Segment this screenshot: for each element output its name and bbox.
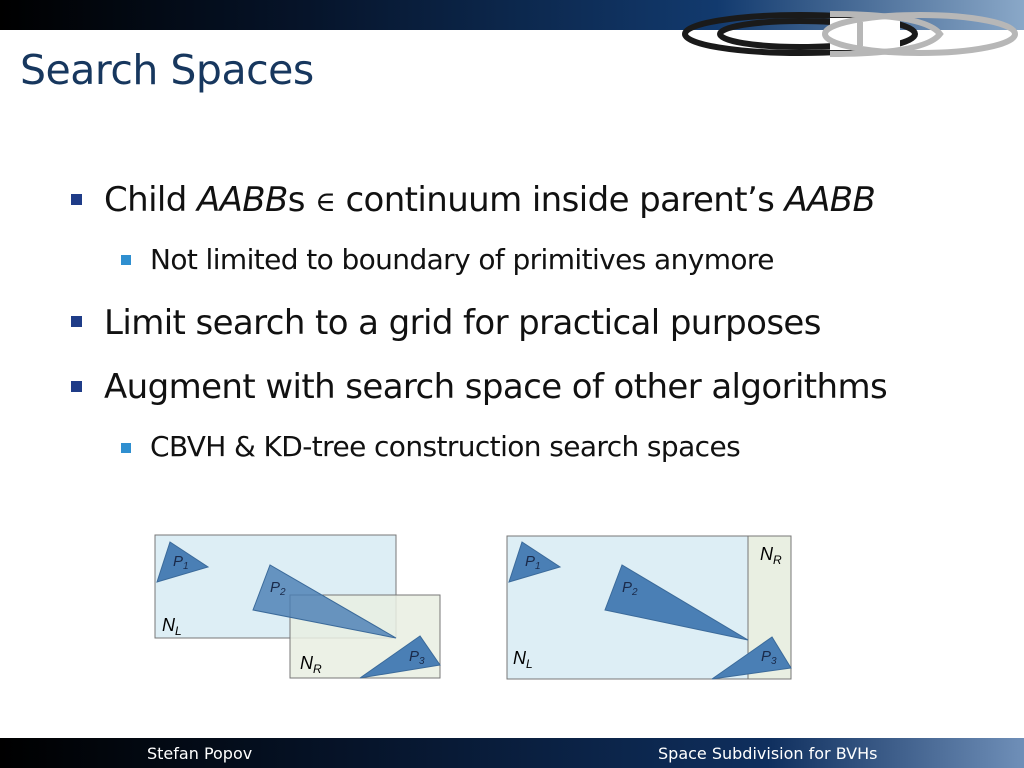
slide-title: Search Spaces (20, 46, 314, 94)
label-p1: $P_1$ (525, 553, 541, 572)
sub-bullet-item: Not limited to boundary of primitives anymore (150, 243, 774, 276)
label-nr: $N_R$ (300, 653, 322, 676)
label-nl: $N_L$ (162, 615, 182, 638)
bullet-text: continuum inside parent’s (335, 180, 785, 220)
label-p3: $P_3$ (761, 648, 777, 667)
cgd-logo-icon (680, 8, 1020, 60)
bullet-text-italic: AABB (784, 180, 876, 220)
footer-talk-title: Space Subdivision for BVHs (658, 744, 878, 763)
bullet-text: Child (104, 180, 197, 220)
label-p2: $P_2$ (270, 579, 286, 598)
sub-bullet-square-icon (121, 255, 131, 265)
element-of-symbol: ∈ (315, 185, 336, 218)
bullet-item (104, 180, 875, 220)
label-p3: $P_3$ (409, 648, 425, 667)
bullet-item: Limit search to a grid for practical purposes (104, 303, 821, 343)
label-nr: $N_R$ (760, 544, 782, 567)
sub-bullet-item: CBVH & KD-tree construction search spaces (150, 430, 741, 463)
bullet-square-icon (71, 316, 82, 327)
label-p2: $P_2$ (622, 579, 638, 598)
label-nl: $N_L$ (513, 648, 533, 671)
bullet-text: s (287, 180, 316, 220)
bullet-item: Augment with search space of other algorithms (104, 367, 888, 407)
bullet-text-italic: AABB (196, 180, 288, 220)
diagram-split-boxes (502, 530, 802, 690)
sub-bullet-square-icon (121, 443, 131, 453)
label-p1: $P_1$ (173, 553, 189, 572)
bullet-square-icon (71, 194, 82, 205)
footer-author: Stefan Popov (147, 744, 253, 763)
diagram-overlapping-boxes (150, 530, 450, 690)
bullet-square-icon (71, 381, 82, 392)
